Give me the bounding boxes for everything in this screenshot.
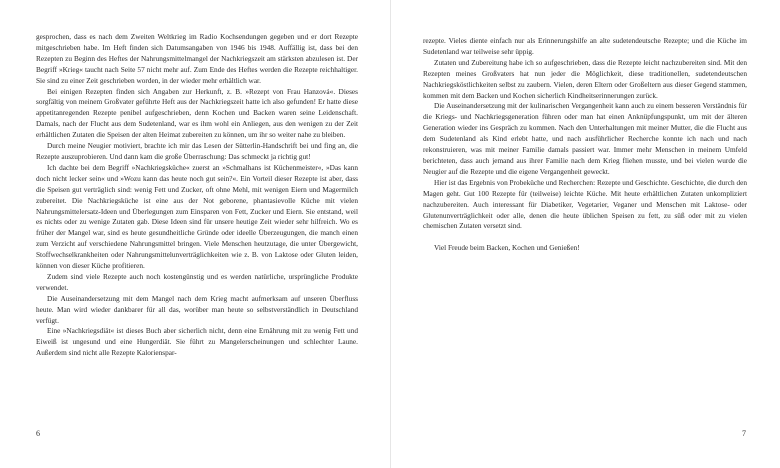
left-page-text [36, 32, 358, 359]
right-page-text [423, 36, 747, 254]
page-number: 6 [36, 429, 40, 438]
paragraph: Zutaten und Zubereitung habe ich so aufgeschrieben, dass die Rezepte leicht nachzubereiten sind. Mit den Rezepten meines Großvaters hat nun jeder die Möglichkeit, diese traditionellen, sudetendeutschen Nachkriegsköstlichkeiten selbst zu zaubern. Vielen, deren Eltern oder Großeltern aus dieser Gegend stammen, kommen mit dem Backen und Kochen sicherlich Kindheitserinnerungen zurück. [423, 57, 747, 100]
paragraph: Eine »Nachkriegsdiät« ist dieses Buch aber sicherlich nicht, denn eine Ernährung mit zu wenig Fett und Eiweiß ist ungesund und eine Hungerdiät. Sie führt zu Mangelerscheinungen und schlechter Laune. Außerdem sind nicht alle Rezepte Kalorienspar- [36, 326, 358, 358]
paragraph: Hier ist das Ergebnis von Probeküche und Recherchen: Rezepte und Geschichte. Geschichte, die durch den Magen geht. Gut 100 Rezepte für (teilweise) leichte Küche. Mit heute erhältlichen Zutaten unkompliziert nachzubereiten. Auch interessant für Diabetiker, Vegetarier, Veganer und Menschen mit Laktose- oder Glutenunverträglichkeit oder alle, denen die heute üblichen Speisen zu fett, zu süß oder mit zu vielen chemischen Zutaten versetzt sind. [423, 177, 747, 231]
closing-line: Viel Freude beim Backen, Kochen und Genießen! [434, 243, 580, 253]
right-page [390, 0, 780, 468]
page-number: 7 [742, 429, 746, 438]
paragraph: gesprochen, dass es nach dem Zweiten Weltkrieg im Radio Kochsendungen gegeben und er dort Rezepte mitgeschrieben habe. Im Heft finden sich Datumsangaben von 1946 bis 1948. Auffällig ist, dass bei den Rezepten zu Beginn des Heftes der Nahrungsmittelmangel der Nachkriegszeit am stärksten abzulesen ist. Der Begriff »Krieg« taucht nach Seite 57 nicht mehr auf. Zum Ende des Heftes werden die Rezepte reichhaltiger. Sie sind zu einer Zeit geschrieben worden, in der wieder mehr erhältlich war. [36, 32, 358, 85]
paragraph: Zudem sind viele Rezepte auch noch kostengünstig und es werden natürliche, ursprüngliche Produkte verwendet. [36, 271, 358, 292]
paragraph: Die Auseinandersetzung mit dem Mangel nach dem Krieg macht aufmerksam auf unseren Überfluss heute. Man wird wieder dankbarer für all das, worüber man heute so selbstverständlich in Deutschland verfügt. [36, 293, 358, 325]
paragraph: Durch meine Neugier motiviert, brachte ich mir das Lesen der Sütterlin-Handschrift bei und fing an, die Rezepte auszuprobieren. Und dann kam die große Überraschung: Das schmeckt ja richtig gut! [36, 141, 358, 161]
paragraph: Bei einigen Rezepten finden sich Angaben zur Herkunft, z. B. »Rezept von Frau Hanzová«. Dieses sorgfältig von meinem Großvater geführte Heft aus der Nachkriegszeit hatte ich also gefunden! Er hatte diese appetitanregenden Rezepte penibel aufgeschrieben, denn Kochen und Backen waren seine Leidenschaft. Damals, nach der Flucht aus dem Sudetenland, war es ihm wohl ein Anliegen, aus den wenigen zu der Zeit erhältlichen Zutaten die Speisen der alten Heimat zubereiten zu können, um ihr so weiter nahe zu bleiben. [36, 86, 358, 140]
paragraph: Die Auseinandersetzung mit der kulinarischen Vergangenheit kann auch zu einem besseren Verständnis für die Kriegs- und Nachkriegsgeneration führen oder man hat einen Anknüpfungspunkt, um mit der älteren Generation wieder ins Gespräch zu kommen. Nach den Unterhaltungen mit meiner Mutter, die die Flucht aus dem Sudetenland als Kind erlebt hatte, und nach ausführlicher Recherche konnte ich nach und nach rekonstruieren, was mit meiner Familie damals passiert war. Immer mehr Menschen in meinem Umfeld berichteten, dass auch jemand aus ihrer Familie nach dem Krieg fliehen musste, und bei vielen wurde die Neugier auf die Rezepte und die eigene Vergangenheit geweckt. [423, 101, 747, 176]
paragraph: rezepte. Vieles diente einfach nur als Erinnerungshilfe an alte sudetendeutsche Rezepte; und die Küche im Sudetenland war teilweise sehr üppig. [423, 36, 747, 56]
paragraph: Ich dachte bei dem Begriff »Nachkriegsküche« zuerst an »Schmalhans ist Küchenmeister«, »Das kann doch nicht lecker sein« und »Wozu kann das heute noch gut sein?«. Ein Vorteil dieser Rezepte ist aber, dass die Speisen gut verträglich sind: wenig Fett und Zucker, oft ohne Mehl, mit wenigen Eiern und Magermilch zubereitet. Die Nachkriegsküche ist eine aus der Not geborene, phantasievolle Küche mit vielen Nahrungsmittelersatz-Ideen und Überlegungen zum Einsparen von Fett, Zucker und Eiern. Sie entstand, weil es nichts oder zu wenige Zutaten gab. Diese Ideen sind für unsere heutige Zeit wieder sehr hilfreich. Wo es früher der Mangel war, sind es heute gesundheitliche Gründe oder ideelle Überzeugungen, die manch einen zum Verzicht auf verschiedene Nahrungsmittel bringen. Viele Menschen heutzutage, die unter Übergewicht, Stoffwechselkrankheiten oder Nahrungsmittelunverträglichkeiten wie z. B. von Laktose oder Gluten leiden, können von dieser Küche profitieren. [36, 162, 358, 271]
